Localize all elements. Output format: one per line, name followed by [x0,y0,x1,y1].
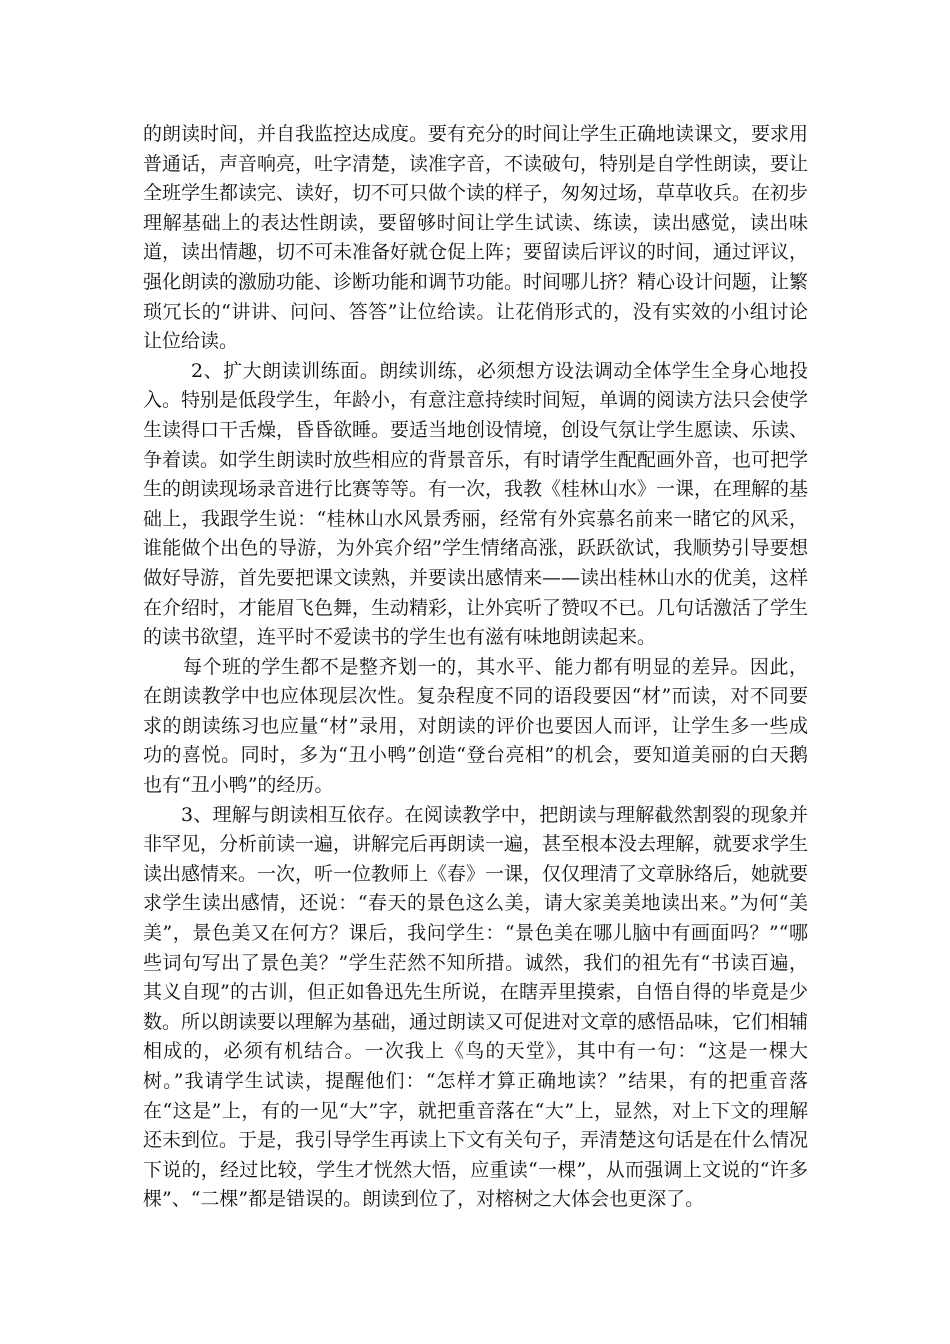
document-body [143,120,808,1215]
paragraph-reading-time: 的朗读时间，并自我监控达成度。要有充分的时间让学生正确地读课文，要求用普通话，声音响亮，吐字清楚，读准字音，不读破句，特别是自学性朗读，要让全班学生都读完、读好，切不可只做个读的样子，匆匆过场，草草收兵。在初步理解基础上的表达性朗读，要留够时间让学生试读、练读，读出感觉，读出味道，读出情趣，切不可未准备好就仓促上阵；要留读后评议的时间，通过评议，强化朗读的激励功能、诊断功能和调节功能。时间哪儿挤？精心设计问题，让繁琐冗长的“讲讲、问问、答答”让位给读。让花俏形式的，没有实效的小组讨论让位给读。 [143,123,809,353]
paragraph-reading-levels: 每个班的学生都不是整齐划一的，其水平、能力都有明显的差异。因此，在朗读教学中也应体现层次性。复杂程度不同的语段要因“材”而读，对不同要求的朗读练习也应量“材”录用，对朗读的评价也要因人而评，让学生多一些成功的喜悦。同时，多为“丑小鸭”创造“登台亮相”的机会，要知道美丽的白天鹅也有“丑小鸭”的经历。 [143,655,808,797]
paragraph-understanding-and-reading: 3、理解与朗读相互依存。在阅读教学中，把朗读与理解截然割裂的现象并非罕见，分析前读一遍，讲解完后再朗读一遍，甚至根本没去理解，就要求学生读出感情来。一次，听一位教师上《春》一课，仅仅理清了文章脉络后，她就要求学生读出感情，还说：“春天的景色这么美，请大家美美地读出来。”为何“美美”，景色美又在何方？课后，我问学生：“景色美在哪儿脑中有画面吗？”“哪些词句写出了景色美？”学生茫然不知所措。诚然，我们的祖先有“书读百遍，其义自现”的古训，但正如鲁迅先生所说，在瞎弄里摸索，自悟自得的毕竟是少数。所以朗读要以理解为基础，通过朗读又可促进对文章的感悟品味，它们相辅相成的，必须有机结合。一次我上《鸟的天堂》，其中有一句：“这是一棵大树。”我请学生试读，提醒他们：“怎样才算正确地读？”结果，有的把重音落在“这是”上，有的一见“大”字，就把重音落在“大”上，显然，对上下文的理解还未到位。于是，我引导学生再读上下文有关句子，弄清楚这句话是在什么情况下说的，经过比较，学生才恍然大悟，应重读“一棵”，从而强调上文说的“许多棵”、“二棵”都是错误的。朗读到位了，对榕树之大体会也更深了。 [143,803,809,1211]
paragraph-expand-reading-training: 2、扩大朗读训练面。朗续训练，必须想方设法调动全体学生全身心地投入。特别是低段学生，年龄小，有意注意持续时间短，单调的阅读方法只会使学生读得口干舌燥，昏昏欲睡。要适当地创设情境，创设气氛让学生愿读、乐读、争着读。如学生朗读时放些相应的背景音乐，有时请学生配配画外音，也可把学生的朗读现场录音进行比赛等等。有一次，我教《桂林山水》一课，在理解的基础上，我跟学生说：“桂林山水风景秀丽，经常有外宾慕名前来一睹它的风采，谁能做个出色的导游，为外宾介绍”学生情绪高涨，跃跃欲试，我顺势引导要想做好导游，首先要把课文读熟，并要读出感情来——读出桂林山水的优美，这样在介绍时，才能眉飞色舞，生动精彩，让外宾听了赞叹不已。几句话激活了学生的读书欲望，连平时不爱读书的学生也有滋有味地朗读起来。 [143,359,809,649]
